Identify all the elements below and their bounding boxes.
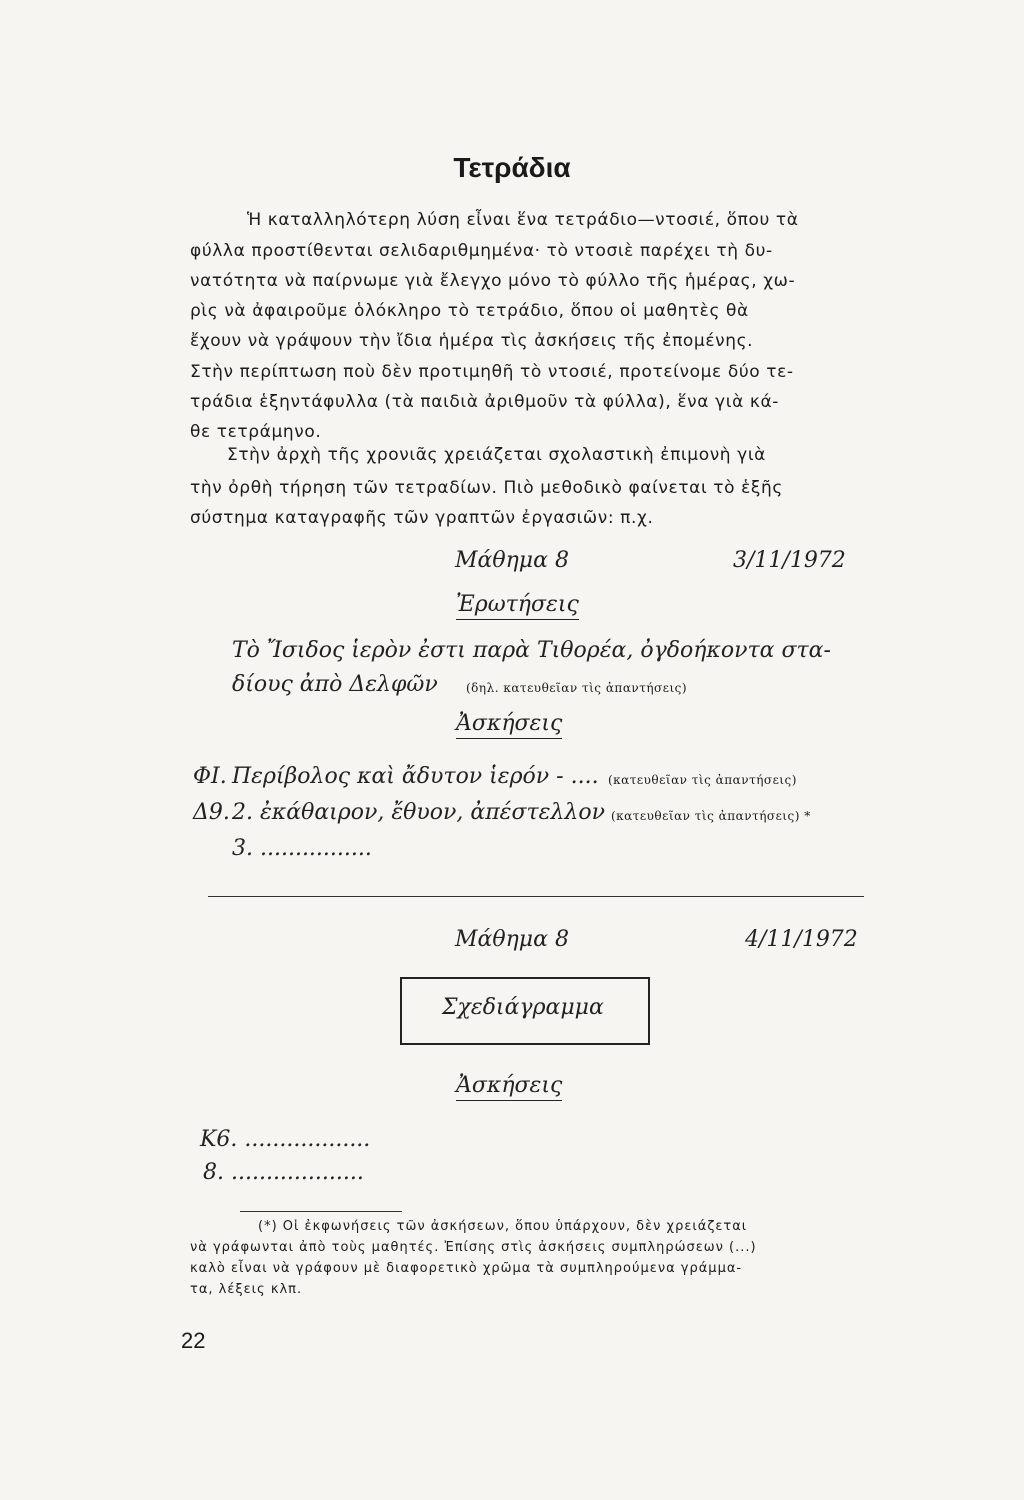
exercise-1-note: (κατευθεῖαν τὶς ἀπαντήσεις) (608, 773, 797, 787)
exercise-1-ref: ΦΙ. (193, 764, 227, 789)
exercise-1-text: Περίβολος καὶ ἄδυτον ἱερόν - .... (232, 764, 599, 789)
footnote-line: καλὸ εἶναι νὰ γράφουν μὲ διαφορετικὸ χρῶμα τὰ συμπληρούμενα γράμμα- (190, 1261, 743, 1276)
exercises-heading-2: Ἀσκήσεις (456, 1073, 562, 1101)
example-2-lesson: Μάθημα 8 (455, 927, 569, 952)
exercise-2-note: (κατευθεῖαν τὶς ἀπαντήσεις) * (611, 809, 811, 823)
exercise-2-text: 2. ἐκάθαιρον, ἔθυον, ἀπέστελλον (232, 800, 605, 825)
page-title: Τετράδια (453, 152, 571, 183)
example-1-lesson: Μάθημα 8 (455, 548, 569, 573)
exercise-3-text: 3. ................ (232, 836, 372, 861)
diagram-label: Σχεδιάγραμμα (442, 995, 604, 1020)
paragraph-1-line: ρὶς νὰ ἀφαιροῦμε ὁλόκληρο τὸ τετράδιο, ὅπου οἱ μαθητὲς θὰ (190, 301, 749, 321)
paragraph-1-line: νατότητα νὰ παίρνωμε γιὰ ἔλεγχο μόνο τὸ φύλλο τῆς ἡμέρας, χω- (190, 271, 796, 291)
section-divider (208, 896, 864, 897)
footnote-line: νὰ γράφωνται ἀπὸ τοὺς μαθητές. Ἐπίσης στὶς ἀσκήσεις συμπληρώσεων (...) (190, 1240, 757, 1255)
paragraph-1-line: Ἡ καταλληλότερη λύση εἶναι ἕνα τετράδιο—ντοσιέ, ὅπου τὰ (247, 210, 799, 230)
exercise-2-ref: Δ9. (193, 800, 230, 825)
example-2-date: 4/11/1972 (745, 927, 858, 952)
footnote-rule (240, 1211, 402, 1212)
question-line-2: δίους ἀπὸ Δελφῶν (232, 672, 438, 697)
question-note: (δηλ. κατευθεῖαν τὶς ἀπαντήσεις) (466, 681, 688, 695)
paragraph-1-line: τράδια ἑξηντάφυλλα (τὰ παιδιὰ ἀριθμοῦν τὰ φύλλα), ἕνα γιὰ κά- (190, 392, 780, 412)
paragraph-1-line: φύλλα προστίθενται σελιδαριθμημένα· τὸ ντοσιὲ παρέχει τὴ δυ- (190, 241, 773, 261)
footnote-line: (*) Οἱ ἐκφωνήσεις τῶν ἀσκήσεων, ὅπου ὑπάρχουν, δὲν χρειάζεται (258, 1219, 748, 1234)
example-1-date: 3/11/1972 (733, 548, 846, 573)
paragraph-2-line: σύστημα καταγραφῆς τῶν γραπτῶν ἐργασιῶν: π.χ. (190, 508, 654, 528)
paragraph-1-line: θε τετράμηνο. (190, 422, 322, 442)
page-number: 22 (181, 1328, 206, 1353)
exercises-heading: Ἀσκήσεις (456, 711, 562, 739)
paragraph-2-line: Στὴν ἀρχὴ τῆς χρονιᾶς χρειάζεται σχολαστικὴ ἐπιμονὴ γιὰ (227, 445, 766, 465)
paragraph-1-line: ἔχουν νὰ γράψουν τὴν ἴδια ἡμέρα τὶς ἀσκήσεις τῆς ἐπομένης. (190, 331, 754, 351)
exercise-item-2: 8. ................... (203, 1160, 364, 1185)
footnote-line: τα, λέξεις κλπ. (190, 1282, 303, 1297)
paragraph-1-line: Στὴν περίπτωση ποὺ δὲν προτιμηθῆ τὸ ντοσιέ, προτείνομε δύο τε- (190, 362, 794, 382)
exercise-item-1: Κ6. .................. (200, 1127, 371, 1152)
questions-heading: Ἐρωτήσεις (456, 592, 579, 620)
paragraph-2-line: τὴν ὀρθὴ τήρηση τῶν τετραδίων. Πιὸ μεθοδικὸ φαίνεται τὸ ἑξῆς (190, 478, 783, 498)
question-line-1: Τὸ Ἴσιδος ἱερὸν ἐστι παρὰ Τιθορέα, ὀγδοήκοντα στα- (232, 638, 831, 663)
